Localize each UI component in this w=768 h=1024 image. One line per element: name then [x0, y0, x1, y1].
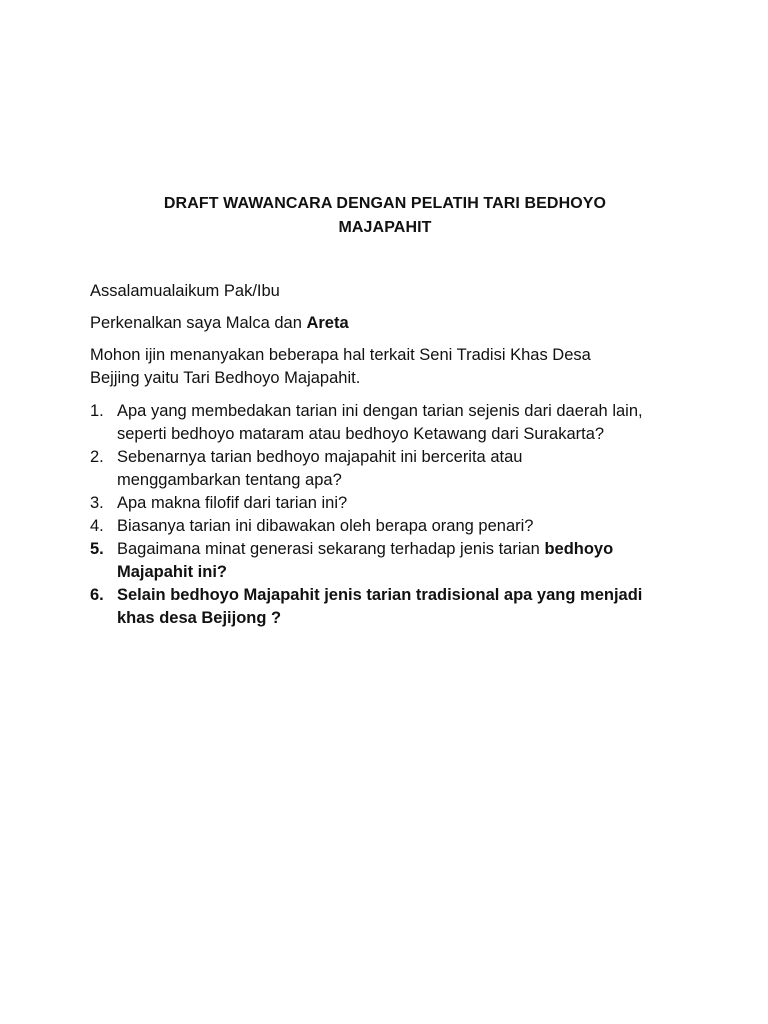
question-number: 3. [90, 494, 104, 512]
question-list [90, 400, 690, 630]
question-number: 4. [90, 517, 104, 535]
question-text-line-1: Apa yang membedakan tarian ini dengan tarian sejenis dari daerah lain, [117, 402, 643, 420]
introduction-name-bold: Areta [306, 314, 349, 332]
introduction-paragraph [90, 312, 680, 335]
question-text-line-2: seperti bedhoyo mataram atau bedhoyo Ketawang dari Surakarta? [117, 425, 605, 443]
document-title [90, 192, 680, 240]
question-number: 2. [90, 448, 104, 466]
title-line-2: MAJAPAHIT [338, 219, 432, 236]
purpose-line-2: Bejjing yaitu Tari Bedhoyo Majapahit. [90, 369, 361, 387]
question-item-4 [90, 515, 690, 538]
question-text-line-1: Selain bedhoyo Majapahit jenis tarian tradisional apa yang menjadi [117, 586, 643, 604]
question-number: 6. [90, 586, 104, 604]
question-text-line-1: Sebenarnya tarian bedhoyo majapahit ini bercerita atau [117, 448, 523, 466]
question-item-2 [90, 446, 690, 492]
question-text-line-2: menggambarkan tentang apa? [117, 471, 342, 489]
question-item-1 [90, 400, 690, 446]
question-number: 1. [90, 402, 104, 420]
question-text-line-1: Apa makna filofif dari tarian ini? [117, 494, 348, 512]
question-text-bold: bedhoyo [544, 540, 614, 558]
question-item-6 [90, 584, 690, 630]
question-text-line-1 [117, 538, 690, 561]
question-text-line-1: Biasanya tarian ini dibawakan oleh berapa orang penari? [117, 517, 534, 535]
purpose-paragraph [90, 344, 680, 390]
question-item-5 [90, 538, 690, 584]
title-line-1: DRAFT WAWANCARA DENGAN PELATIH TARI BEDHOYO [163, 195, 607, 212]
question-text-line-2: Majapahit ini? [117, 563, 228, 581]
question-number: 5. [90, 540, 104, 558]
purpose-line-1: Mohon ijin menanyakan beberapa hal terkait Seni Tradisi Khas Desa [90, 346, 591, 364]
question-text-normal: Bagaimana minat generasi sekarang terhadap jenis tarian [117, 540, 545, 558]
question-text-line-2: khas desa Bejijong ? [117, 609, 282, 627]
introduction-text: Perkenalkan saya Malca dan [90, 314, 307, 332]
greeting-paragraph: Assalamualaikum Pak/Ibu [90, 282, 280, 300]
question-item-3 [90, 492, 690, 515]
